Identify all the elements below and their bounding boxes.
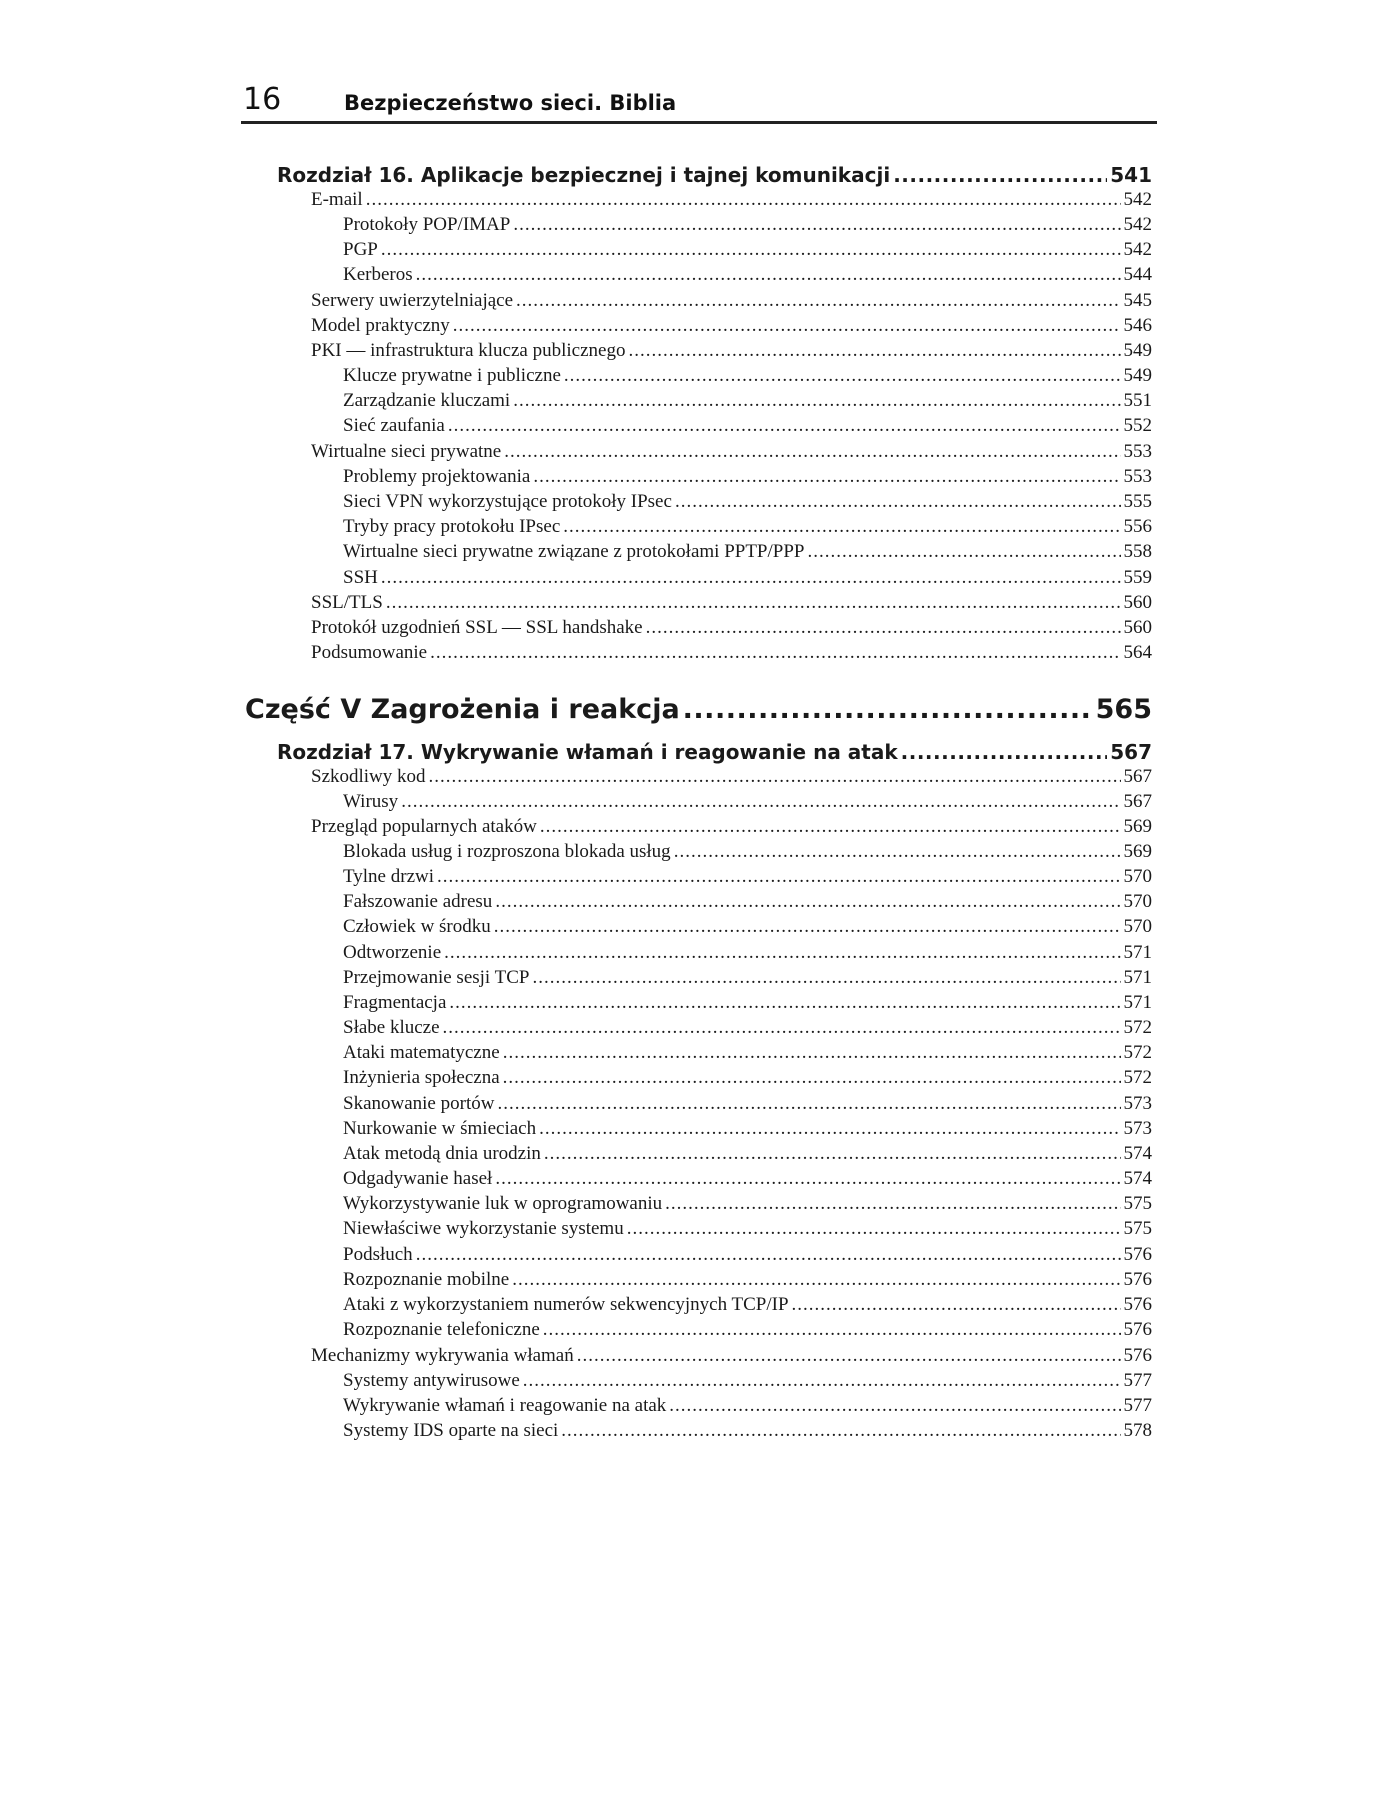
- toc-entry-title: Zarządzanie kluczami: [343, 390, 511, 411]
- toc-entry: [311, 1344, 1152, 1368]
- toc-entry: [311, 314, 1152, 338]
- toc-entry-page: 546: [1123, 315, 1152, 336]
- toc-entry: [343, 1066, 1152, 1090]
- toc-entry-page: 564: [1123, 642, 1152, 663]
- dot-leader: [665, 1192, 1120, 1216]
- toc-entry: [311, 591, 1152, 615]
- toc-entry-page: 575: [1123, 1193, 1152, 1214]
- toc-entry-page: 567: [1123, 791, 1152, 812]
- dot-leader: [563, 515, 1120, 539]
- toc-entry-page: 567: [1110, 740, 1152, 764]
- dot-leader: [443, 1016, 1121, 1040]
- toc-entry-title: Rozpoznanie mobilne: [343, 1269, 510, 1290]
- toc-entry-page: 576: [1123, 1294, 1152, 1315]
- dot-leader: [683, 693, 1093, 727]
- toc-entry-page: 577: [1123, 1395, 1152, 1416]
- toc-entry-page: 572: [1123, 1067, 1152, 1088]
- toc-entry: [343, 566, 1152, 590]
- toc-entry: [311, 765, 1152, 789]
- toc-entry: [311, 339, 1152, 363]
- toc-entry: [343, 515, 1152, 539]
- toc-entry-title: Odgadywanie haseł: [343, 1168, 493, 1189]
- dot-leader: [381, 566, 1121, 590]
- toc-entry: [343, 865, 1152, 889]
- toc-entry-page: 556: [1123, 516, 1152, 537]
- toc-entry-title: Sieć zaufania: [343, 415, 445, 436]
- toc-entry: [311, 440, 1152, 464]
- dot-leader: [628, 339, 1120, 363]
- toc-entry-title: SSL/TLS: [311, 592, 383, 613]
- toc-entry-title: Model praktyczny: [311, 315, 450, 336]
- toc-entry: [343, 790, 1152, 814]
- toc-entry-title: Nurkowanie w śmieciach: [343, 1118, 537, 1139]
- toc-entry-title: Szkodliwy kod: [311, 766, 426, 787]
- dot-leader: [646, 616, 1121, 640]
- toc-entry-title: Wirtualne sieci prywatne: [311, 441, 502, 462]
- toc-entry-page: 572: [1123, 1017, 1152, 1038]
- toc-entry: [343, 414, 1152, 438]
- toc-entry: [343, 465, 1152, 489]
- dot-leader: [544, 1142, 1121, 1166]
- toc-entry-page: 578: [1123, 1420, 1152, 1441]
- toc-entry-title: Rozpoznanie telefoniczne: [343, 1319, 540, 1340]
- toc-entry-title: Człowiek w środku: [343, 916, 491, 937]
- toc-entry-title: Wirtualne sieci prywatne związane z protokołami PPTP/PPP: [343, 541, 805, 562]
- toc-entry-page: 551: [1123, 390, 1152, 411]
- dot-leader: [532, 966, 1120, 990]
- toc-entry-title: Fałszowanie adresu: [343, 891, 493, 912]
- toc-entry: [343, 941, 1152, 965]
- dot-leader: [416, 263, 1121, 287]
- toc-entry-page: 542: [1123, 239, 1152, 260]
- toc-entry-title: Ataki matematyczne: [343, 1042, 500, 1063]
- toc-entry-title: Protokoły POP/IMAP: [343, 214, 511, 235]
- toc-chapter-entry: [277, 739, 1152, 765]
- toc-entry: [343, 1217, 1152, 1241]
- toc-entry-title: Wykorzystywanie luk w oprogramowaniu: [343, 1193, 663, 1214]
- toc-entry-title: Rozdział 16. Aplikacje bezpiecznej i tajnej komunikacji: [277, 163, 891, 187]
- toc-entry-title: Podsłuch: [343, 1244, 413, 1265]
- toc-entry-page: 565: [1095, 694, 1152, 725]
- dot-leader: [429, 765, 1121, 789]
- toc-entry: [343, 213, 1152, 237]
- toc-entry-page: 570: [1123, 866, 1152, 887]
- book-title: Bezpieczeństwo sieci. Biblia: [344, 91, 677, 115]
- toc-entry-title: Słabe klucze: [343, 1017, 440, 1038]
- toc-entry-title: Protokół uzgodnień SSL — SSL handshake: [311, 617, 643, 638]
- toc-entry-page: 575: [1123, 1218, 1152, 1239]
- toc-entry-page: 570: [1123, 891, 1152, 912]
- toc-entry: [343, 1092, 1152, 1116]
- dot-leader: [448, 414, 1121, 438]
- dot-leader: [539, 1117, 1120, 1141]
- toc-entry-page: 553: [1123, 466, 1152, 487]
- dot-leader: [437, 865, 1120, 889]
- dot-leader: [381, 238, 1121, 262]
- dot-leader: [512, 1268, 1120, 1292]
- toc-entry-page: 549: [1123, 365, 1152, 386]
- dot-leader: [386, 591, 1121, 615]
- toc-entry-title: Skanowanie portów: [343, 1093, 495, 1114]
- toc-entry-page: 567: [1123, 766, 1152, 787]
- dot-leader: [430, 641, 1120, 665]
- toc-entry: [343, 1192, 1152, 1216]
- toc-chapter-entry: [277, 162, 1152, 188]
- toc-entry-title: Serwery uwierzytelniające: [311, 290, 514, 311]
- toc-entry: [343, 540, 1152, 564]
- toc-entry-page: 559: [1123, 567, 1152, 588]
- dot-leader: [792, 1293, 1121, 1317]
- toc-entry-title: SSH: [343, 567, 378, 588]
- toc-entry-title: Przegląd popularnych ataków: [311, 816, 537, 837]
- toc-entry-page: 571: [1123, 942, 1152, 963]
- dot-leader: [366, 188, 1121, 212]
- toc-entry: [343, 966, 1152, 990]
- toc-entry: [343, 1318, 1152, 1342]
- toc-entry: [343, 263, 1152, 287]
- toc-entry-title: Blokada usług i rozproszona blokada usług: [343, 841, 671, 862]
- dot-leader: [516, 289, 1120, 313]
- toc-entry-page: 572: [1123, 1042, 1152, 1063]
- toc-entry: [343, 490, 1152, 514]
- dot-leader: [627, 1217, 1121, 1241]
- toc-entry-page: 569: [1123, 841, 1152, 862]
- toc-entry-title: Klucze prywatne i publiczne: [343, 365, 561, 386]
- toc-entry: [343, 1041, 1152, 1065]
- toc-entry: [343, 915, 1152, 939]
- toc-entry: [311, 289, 1152, 313]
- dot-leader: [503, 1066, 1121, 1090]
- toc-entry: [343, 364, 1152, 388]
- toc-part-entry: [245, 693, 1152, 727]
- dot-leader: [494, 915, 1121, 939]
- dot-leader: [561, 1419, 1120, 1443]
- toc-entry-page: 545: [1123, 290, 1152, 311]
- toc-entry-page: 576: [1123, 1269, 1152, 1290]
- toc-entry-page: 571: [1123, 992, 1152, 1013]
- toc-entry: [343, 389, 1152, 413]
- toc-entry-page: 542: [1123, 214, 1152, 235]
- toc-entry-title: Mechanizmy wykrywania włamań: [311, 1345, 574, 1366]
- toc-entry: [343, 1268, 1152, 1292]
- toc-entry-title: Rozdział 17. Wykrywanie włamań i reagowanie na atak: [277, 740, 898, 764]
- toc-entry-page: 549: [1123, 340, 1152, 361]
- dot-leader: [453, 314, 1121, 338]
- toc-entry-title: PKI — infrastruktura klucza publicznego: [311, 340, 626, 361]
- dot-leader: [540, 815, 1121, 839]
- dot-leader: [449, 991, 1120, 1015]
- toc-entry-page: 573: [1123, 1118, 1152, 1139]
- toc-entry: [343, 840, 1152, 864]
- toc-entry-title: Wirusy: [343, 791, 399, 812]
- dot-leader: [497, 1092, 1120, 1116]
- toc-entry: [311, 641, 1152, 665]
- toc-entry: [343, 238, 1152, 262]
- toc-entry-title: Tryby pracy protokołu IPsec: [343, 516, 561, 537]
- toc-entry-page: 541: [1110, 163, 1152, 187]
- toc-entry: [343, 1167, 1152, 1191]
- toc-entry-title: Odtworzenie: [343, 942, 442, 963]
- toc-entry: [343, 1394, 1152, 1418]
- toc-entry-title: Inżynieria społeczna: [343, 1067, 500, 1088]
- toc-entry: [311, 616, 1152, 640]
- toc-entry-page: 570: [1123, 916, 1152, 937]
- page-number: 16: [243, 82, 282, 117]
- dot-leader: [564, 364, 1121, 388]
- toc-entry-page: 576: [1123, 1244, 1152, 1265]
- toc-entry-title: Fragmentacja: [343, 992, 447, 1013]
- dot-leader: [674, 840, 1121, 864]
- toc-entry-page: 552: [1123, 415, 1152, 436]
- toc-entry: [343, 1293, 1152, 1317]
- dot-leader: [503, 1041, 1121, 1065]
- toc-entry-title: Część V Zagrożenia i reakcja: [245, 694, 680, 725]
- dot-leader: [401, 790, 1120, 814]
- dot-leader: [577, 1344, 1121, 1368]
- toc-entry-page: 574: [1123, 1143, 1152, 1164]
- toc-entry-page: 555: [1123, 491, 1152, 512]
- dot-leader: [807, 540, 1120, 564]
- toc-entry-page: 574: [1123, 1168, 1152, 1189]
- dot-leader: [495, 890, 1120, 914]
- toc-entry-page: 542: [1123, 189, 1152, 210]
- dot-leader: [513, 213, 1120, 237]
- toc-entry-page: 560: [1123, 592, 1152, 613]
- toc-entry-title: Podsumowanie: [311, 642, 428, 663]
- dot-leader: [523, 1369, 1121, 1393]
- dot-leader: [504, 440, 1120, 464]
- toc-entry-page: 577: [1123, 1370, 1152, 1391]
- toc-entry: [343, 890, 1152, 914]
- dot-leader: [533, 465, 1120, 489]
- toc-entry-title: E-mail: [311, 189, 363, 210]
- toc-entry: [343, 991, 1152, 1015]
- dot-leader: [416, 1243, 1121, 1267]
- toc-entry-title: Sieci VPN wykorzystujące protokoły IPsec: [343, 491, 672, 512]
- dot-leader: [513, 389, 1120, 413]
- dot-leader: [444, 941, 1120, 965]
- toc-entry-page: 569: [1123, 816, 1152, 837]
- toc-entry-page: 573: [1123, 1093, 1152, 1114]
- toc-entry: [343, 1016, 1152, 1040]
- toc-entry-title: Niewłaściwe wykorzystanie systemu: [343, 1218, 624, 1239]
- toc-entry-title: Kerberos: [343, 264, 413, 285]
- toc-entry: [343, 1142, 1152, 1166]
- toc-entry-page: 560: [1123, 617, 1152, 638]
- toc-entry-title: Atak metodą dnia urodzin: [343, 1143, 541, 1164]
- toc-entry: [343, 1369, 1152, 1393]
- dot-leader: [675, 490, 1121, 514]
- toc-entry-page: 558: [1123, 541, 1152, 562]
- toc-entry: [343, 1117, 1152, 1141]
- dot-leader: [495, 1167, 1120, 1191]
- toc-entry-title: Systemy antywirusowe: [343, 1370, 520, 1391]
- toc-entry-title: Wykrywanie włamań i reagowanie na atak: [343, 1395, 667, 1416]
- toc-entry-title: Tylne drzwi: [343, 866, 435, 887]
- toc-entry-title: Ataki z wykorzystaniem numerów sekwencyjnych TCP/IP: [343, 1294, 789, 1315]
- toc-entry: [311, 188, 1152, 212]
- dot-leader: [901, 739, 1108, 765]
- toc-entry-page: 576: [1123, 1345, 1152, 1366]
- toc-entry: [343, 1243, 1152, 1267]
- toc-entry-page: 571: [1123, 967, 1152, 988]
- toc-entry: [343, 1419, 1152, 1443]
- toc-entry-page: 544: [1123, 264, 1152, 285]
- toc-entry-title: Problemy projektowania: [343, 466, 531, 487]
- toc-entry-page: 553: [1123, 441, 1152, 462]
- toc-entry-page: 576: [1123, 1319, 1152, 1340]
- toc-entry-title: PGP: [343, 239, 378, 260]
- dot-leader: [893, 162, 1107, 188]
- toc-entry: [311, 815, 1152, 839]
- toc-entry-title: Przejmowanie sesji TCP: [343, 967, 530, 988]
- toc-entry-title: Systemy IDS oparte na sieci: [343, 1420, 559, 1441]
- dot-leader: [543, 1318, 1121, 1342]
- dot-leader: [669, 1394, 1120, 1418]
